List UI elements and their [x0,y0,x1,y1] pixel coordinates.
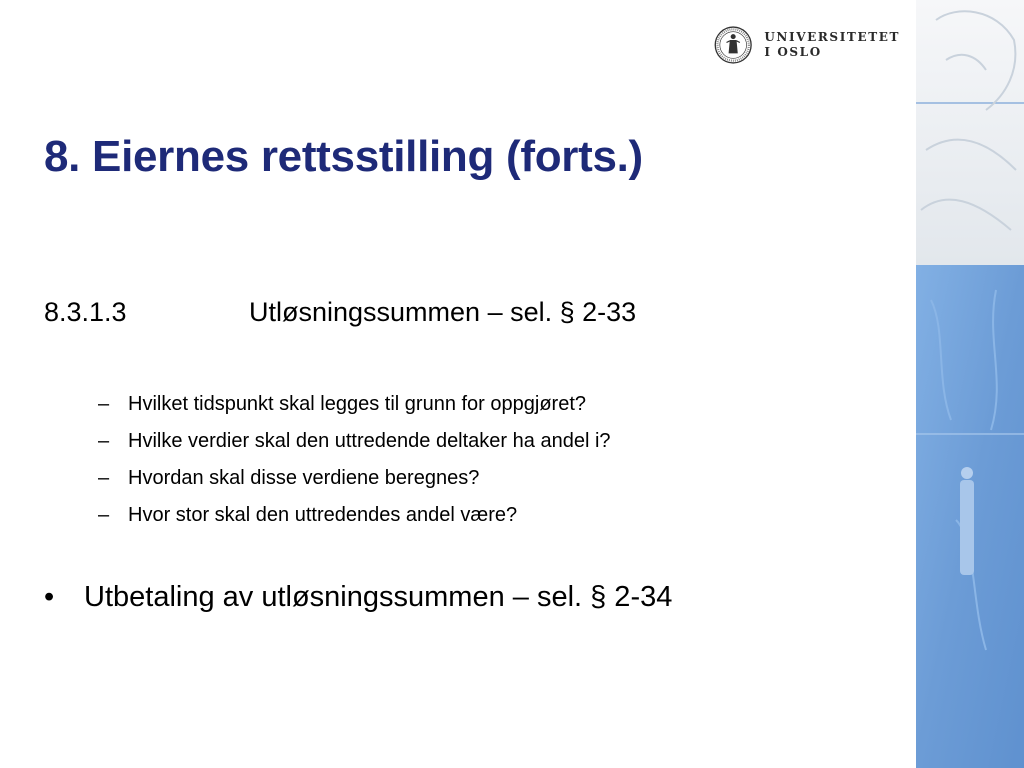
statue-decoration-image [916,0,1024,768]
sub-bullet-item [98,428,611,465]
slide-title: 8. Eiernes rettsstilling (forts.) [44,132,643,181]
sub-bullet-item [98,465,611,502]
section-number: 8.3.1.3 [44,297,127,327]
sub-bullet-item [98,502,611,539]
section-title: Utløsningssummen – sel. § 2-33 [249,297,637,327]
sub-bullet-text: Hvilke verdier skal den uttredende deltaker ha andel i? [128,430,611,452]
dash-marker: – [98,393,110,415]
sub-bullet-text: Hvilket tidspunkt skal legges til grunn for oppgjøret? [128,393,587,415]
bullet-marker: • [44,581,55,613]
section-heading [44,297,636,328]
logo-line-2: I OSLO [764,45,822,59]
main-bullet [44,581,672,614]
main-bullet-text: Utbetaling av utløsningssummen – sel. § 2-34 [84,581,673,613]
dash-marker: – [98,430,110,452]
university-seal-icon [714,22,752,68]
decorative-sidebar [916,0,1024,768]
university-name [764,30,900,60]
university-logo [714,20,900,70]
sub-bullet-item [98,391,611,428]
sub-bullet-text: Hvor stor skal den uttredendes andel være? [128,504,518,526]
logo-line-1: UNIVERSITETET [764,30,900,44]
dash-marker: – [98,504,110,526]
sub-bullet-list [98,391,611,539]
sub-bullet-text: Hvordan skal disse verdiene beregnes? [128,467,480,489]
dash-marker: – [98,467,110,489]
